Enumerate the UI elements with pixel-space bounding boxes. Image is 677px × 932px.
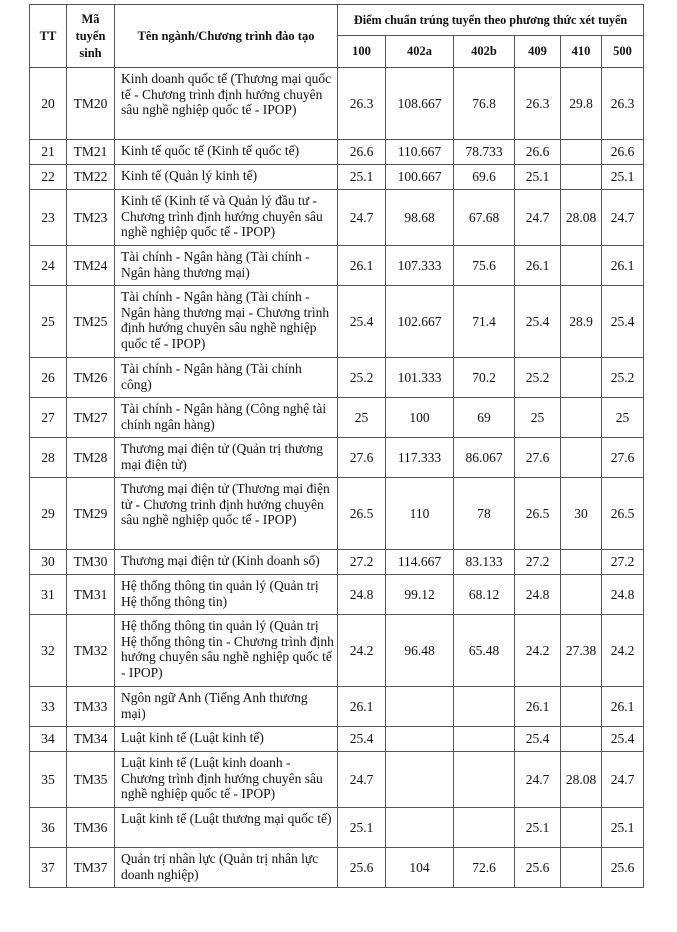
score-500: 26.1 <box>602 687 644 727</box>
program-code: TM27 <box>67 398 115 438</box>
score-409: 26.1 <box>515 687 561 727</box>
score-500: 24.2 <box>602 615 644 687</box>
score-410 <box>561 398 602 438</box>
score-100: 25.2 <box>338 358 386 398</box>
score-410 <box>561 848 602 888</box>
score-402a: 108.667 <box>386 68 454 140</box>
program-name: Luật kinh tế (Luật kinh tế) <box>115 727 338 752</box>
score-402a: 99.12 <box>386 575 454 615</box>
table-row <box>30 140 644 165</box>
score-409: 25.1 <box>515 808 561 848</box>
program-code: TM33 <box>67 687 115 727</box>
score-410 <box>561 246 602 286</box>
program-code: TM29 <box>67 478 115 550</box>
score-409: 25.2 <box>515 358 561 398</box>
table-row <box>30 550 644 575</box>
score-402b: 78 <box>454 478 515 550</box>
score-409: 24.8 <box>515 575 561 615</box>
score-500: 25.6 <box>602 848 644 888</box>
table-row <box>30 165 644 190</box>
program-code: TM36 <box>67 808 115 848</box>
score-402a <box>386 727 454 752</box>
row-number: 25 <box>30 286 67 358</box>
score-100: 25.1 <box>338 165 386 190</box>
score-410: 28.9 <box>561 286 602 358</box>
score-402b: 75.6 <box>454 246 515 286</box>
table-row <box>30 478 644 550</box>
program-code: TM25 <box>67 286 115 358</box>
table-row <box>30 246 644 286</box>
score-410: 29.8 <box>561 68 602 140</box>
row-number: 29 <box>30 478 67 550</box>
program-name: Ngôn ngữ Anh (Tiếng Anh thương mại) <box>115 687 338 727</box>
score-409: 27.6 <box>515 438 561 478</box>
program-code: TM28 <box>67 438 115 478</box>
score-500: 25.4 <box>602 727 644 752</box>
row-number: 33 <box>30 687 67 727</box>
score-402b <box>454 687 515 727</box>
score-500: 26.3 <box>602 68 644 140</box>
score-100: 26.1 <box>338 246 386 286</box>
score-402a: 114.667 <box>386 550 454 575</box>
score-409: 25.1 <box>515 165 561 190</box>
row-number: 28 <box>30 438 67 478</box>
score-100: 24.2 <box>338 615 386 687</box>
score-402b: 70.2 <box>454 358 515 398</box>
program-code: TM22 <box>67 165 115 190</box>
row-number: 36 <box>30 808 67 848</box>
score-500: 25.1 <box>602 808 644 848</box>
score-402a: 102.667 <box>386 286 454 358</box>
score-100: 24.8 <box>338 575 386 615</box>
program-name: Tài chính - Ngân hàng (Tài chính - Ngân hàng thương mại) <box>115 246 338 286</box>
score-402b: 78.733 <box>454 140 515 165</box>
header-method-402a: 402a <box>386 36 454 68</box>
score-402a: 100.667 <box>386 165 454 190</box>
table-row <box>30 438 644 478</box>
header-method-500: 500 <box>602 36 644 68</box>
score-100: 27.6 <box>338 438 386 478</box>
score-402b: 86.067 <box>454 438 515 478</box>
score-402a: 110 <box>386 478 454 550</box>
header-tt: TT <box>30 5 67 68</box>
program-code: TM31 <box>67 575 115 615</box>
score-100: 24.7 <box>338 752 386 808</box>
row-number: 34 <box>30 727 67 752</box>
score-500: 26.1 <box>602 246 644 286</box>
score-402a: 117.333 <box>386 438 454 478</box>
score-409: 25.4 <box>515 727 561 752</box>
score-500: 25.2 <box>602 358 644 398</box>
score-500: 25 <box>602 398 644 438</box>
score-409: 26.5 <box>515 478 561 550</box>
score-410 <box>561 438 602 478</box>
score-500: 25.1 <box>602 165 644 190</box>
admission-score-table <box>29 4 644 888</box>
score-402b <box>454 752 515 808</box>
score-402a <box>386 752 454 808</box>
program-name: Tài chính - Ngân hàng (Công nghệ tài chính ngân hàng) <box>115 398 338 438</box>
program-name: Thương mại điện tử (Kinh doanh số) <box>115 550 338 575</box>
header-method-410: 410 <box>561 36 602 68</box>
row-number: 27 <box>30 398 67 438</box>
score-500: 25.4 <box>602 286 644 358</box>
program-name: Kinh tế (Kinh tế và Quản lý đầu tư - Chương trình định hướng chuyên sâu nghề nghiệp quốc tế - IPOP) <box>115 190 338 246</box>
row-number: 21 <box>30 140 67 165</box>
score-500: 24.7 <box>602 752 644 808</box>
score-402b: 65.48 <box>454 615 515 687</box>
score-500: 27.2 <box>602 550 644 575</box>
score-410: 30 <box>561 478 602 550</box>
program-code: TM23 <box>67 190 115 246</box>
score-409: 24.7 <box>515 190 561 246</box>
table-row <box>30 398 644 438</box>
table-row <box>30 808 644 848</box>
table-row <box>30 848 644 888</box>
header-method-100: 100 <box>338 36 386 68</box>
score-402a: 96.48 <box>386 615 454 687</box>
program-name: Kinh doanh quốc tế (Thương mại quốc tế - Chương trình định hướng chuyên sâu nghề nghiệp quốc tế - IPOP) <box>115 68 338 140</box>
score-402a: 100 <box>386 398 454 438</box>
score-500: 26.6 <box>602 140 644 165</box>
program-code: TM37 <box>67 848 115 888</box>
header-method-402b: 402b <box>454 36 515 68</box>
program-name: Thương mại điện tử (Quản trị thương mại điện tử) <box>115 438 338 478</box>
score-100: 27.2 <box>338 550 386 575</box>
program-name: Hệ thống thông tin quản lý (Quản trị Hệ thống thông tin - Chương trình định hướng chuyên sâu nghề nghiệp quốc tế - IPOP) <box>115 615 338 687</box>
score-410 <box>561 358 602 398</box>
row-number: 20 <box>30 68 67 140</box>
program-code: TM20 <box>67 68 115 140</box>
score-100: 25.4 <box>338 727 386 752</box>
program-name: Hệ thống thông tin quản lý (Quản trị Hệ thống thông tin) <box>115 575 338 615</box>
score-410 <box>561 575 602 615</box>
table-row <box>30 68 644 140</box>
table-row <box>30 190 644 246</box>
score-100: 26.5 <box>338 478 386 550</box>
score-402b: 72.6 <box>454 848 515 888</box>
program-name: Tài chính - Ngân hàng (Tài chính - Ngân hàng thương mại - Chương trình định hướng chuyên sâu nghề nghiệp quốc tế - IPOP) <box>115 286 338 358</box>
score-409: 24.7 <box>515 752 561 808</box>
score-100: 25 <box>338 398 386 438</box>
program-code: TM24 <box>67 246 115 286</box>
program-code: TM32 <box>67 615 115 687</box>
score-402a: 101.333 <box>386 358 454 398</box>
score-409: 24.2 <box>515 615 561 687</box>
table-row <box>30 687 644 727</box>
score-402a <box>386 687 454 727</box>
program-name: Luật kinh tế (Luật thương mại quốc tế) <box>115 808 338 848</box>
row-number: 30 <box>30 550 67 575</box>
score-402a: 104 <box>386 848 454 888</box>
score-402b <box>454 727 515 752</box>
program-code: TM30 <box>67 550 115 575</box>
score-100: 25.4 <box>338 286 386 358</box>
score-410: 27.38 <box>561 615 602 687</box>
score-402a: 98.68 <box>386 190 454 246</box>
score-402b: 69 <box>454 398 515 438</box>
score-500: 24.8 <box>602 575 644 615</box>
table-row <box>30 727 644 752</box>
score-100: 25.1 <box>338 808 386 848</box>
score-409: 25.6 <box>515 848 561 888</box>
program-code: TM21 <box>67 140 115 165</box>
row-number: 23 <box>30 190 67 246</box>
score-409: 26.6 <box>515 140 561 165</box>
header-methods-title: Điểm chuẩn trúng tuyển theo phương thức xét tuyển <box>338 5 644 36</box>
score-402b: 69.6 <box>454 165 515 190</box>
score-402b: 83.133 <box>454 550 515 575</box>
score-410 <box>561 808 602 848</box>
score-500: 27.6 <box>602 438 644 478</box>
header-code-line: tuyển <box>75 28 106 43</box>
score-100: 25.6 <box>338 848 386 888</box>
program-code: TM34 <box>67 727 115 752</box>
score-402a: 107.333 <box>386 246 454 286</box>
header-program-name: Tên ngành/Chương trình đào tạo <box>115 5 338 68</box>
score-100: 24.7 <box>338 190 386 246</box>
score-409: 27.2 <box>515 550 561 575</box>
score-500: 24.7 <box>602 190 644 246</box>
admission-score-table-page <box>29 4 643 888</box>
score-410 <box>561 550 602 575</box>
score-402b: 71.4 <box>454 286 515 358</box>
table-row <box>30 286 644 358</box>
table-row <box>30 358 644 398</box>
table-row <box>30 575 644 615</box>
score-410 <box>561 727 602 752</box>
header-code-line: Mã <box>81 11 100 26</box>
header-code-line: sinh <box>79 45 102 60</box>
score-410: 28.08 <box>561 752 602 808</box>
score-410: 28.08 <box>561 190 602 246</box>
row-number: 37 <box>30 848 67 888</box>
score-410 <box>561 687 602 727</box>
program-name: Quản trị nhân lực (Quản trị nhân lực doanh nghiệp) <box>115 848 338 888</box>
row-number: 31 <box>30 575 67 615</box>
score-100: 26.3 <box>338 68 386 140</box>
score-410 <box>561 165 602 190</box>
score-410 <box>561 140 602 165</box>
score-402a: 110.667 <box>386 140 454 165</box>
score-409: 25.4 <box>515 286 561 358</box>
row-number: 24 <box>30 246 67 286</box>
table-body <box>30 68 644 888</box>
row-number: 35 <box>30 752 67 808</box>
program-code: TM26 <box>67 358 115 398</box>
score-409: 26.3 <box>515 68 561 140</box>
header-code <box>67 5 115 68</box>
program-name: Tài chính - Ngân hàng (Tài chính công) <box>115 358 338 398</box>
table-row <box>30 615 644 687</box>
header-row-top <box>30 5 644 36</box>
program-name: Thương mại điện tử (Thương mại điện tử - Chương trình định hướng chuyên sâu nghề nghiệp quốc tế - IPOP) <box>115 478 338 550</box>
score-402b: 76.8 <box>454 68 515 140</box>
score-409: 26.1 <box>515 246 561 286</box>
table-row <box>30 752 644 808</box>
header-method-409: 409 <box>515 36 561 68</box>
score-500: 26.5 <box>602 478 644 550</box>
score-402b: 67.68 <box>454 190 515 246</box>
row-number: 32 <box>30 615 67 687</box>
program-code: TM35 <box>67 752 115 808</box>
score-402b <box>454 808 515 848</box>
score-100: 26.6 <box>338 140 386 165</box>
score-409: 25 <box>515 398 561 438</box>
score-402a <box>386 808 454 848</box>
program-name: Kinh tế quốc tế (Kinh tế quốc tế) <box>115 140 338 165</box>
score-402b: 68.12 <box>454 575 515 615</box>
program-name: Kinh tế (Quản lý kinh tế) <box>115 165 338 190</box>
row-number: 26 <box>30 358 67 398</box>
row-number: 22 <box>30 165 67 190</box>
score-100: 26.1 <box>338 687 386 727</box>
program-name: Luật kinh tế (Luật kinh doanh - Chương trình định hướng chuyên sâu nghề nghiệp quốc tế - IPOP) <box>115 752 338 808</box>
